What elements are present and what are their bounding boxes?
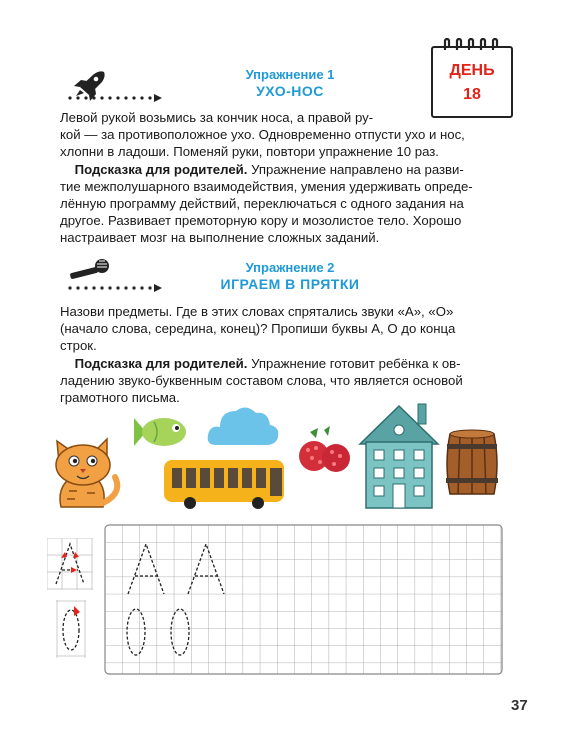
text-line: Назови предметы. Где в этих словах спрятались звуки «А», «О» (60, 304, 454, 319)
house-illustration (356, 402, 442, 510)
exercise-2-instructions (60, 303, 506, 406)
dotted-arrow-2 (66, 283, 166, 293)
calendar-label: ДЕНЬ (449, 62, 495, 79)
text-line: строк. (60, 338, 97, 354)
day-calendar-badge (431, 46, 513, 118)
parent-hint-label: Подсказка для родителей. (74, 161, 248, 177)
text-line: хлопни в ладоши. Поменяй руки, повтори упражнение 10 раз. (60, 144, 439, 160)
exercise-1-instructions (60, 109, 506, 247)
hint-line (60, 161, 506, 178)
fish-illustration (132, 414, 190, 450)
raspberry-illustration (296, 426, 354, 478)
letter-o-sample (56, 600, 86, 658)
exercise-2-title: ИГРАЕМ В ПРЯТКИ (220, 276, 360, 292)
text-line: грамотного письма. (60, 390, 180, 406)
text-line: (начало слова, середина, конец)? Пропиши буквы А, О до конца (60, 321, 456, 337)
text-line: лённую программу действий, переключаться с одного задания на (60, 196, 464, 212)
text-line: тие межполушарного взаимодействия, умения удерживать опреде- (60, 178, 473, 194)
text-line: ладению звуко-буквенным составом слова, что является основой (60, 372, 463, 388)
cloud-illustration (206, 403, 280, 449)
dotted-arrow-1 (66, 93, 166, 103)
barrel-illustration (444, 428, 500, 500)
copybook-grid[interactable] (104, 524, 504, 676)
calendar-day-number: 18 (463, 86, 481, 103)
exercise-1-number: Упражнение 1 (245, 67, 335, 82)
hint-line (60, 355, 506, 372)
parent-hint-label: Подсказка для родителей. (74, 355, 248, 371)
text-line: Упражнение направлено на разви- (247, 161, 464, 177)
text-line: другое. Развивает премоторную кору и мозолистое тело. Хорошо (60, 213, 462, 229)
letter-a-sample (47, 538, 93, 590)
text-line: Левой рукой возьмись за кончик носа, а правой ру- (60, 110, 374, 125)
cat-illustration (47, 433, 127, 513)
exercise-2-heading (190, 259, 390, 293)
calendar-rings-icon (437, 38, 507, 52)
text-line: настраивает мозг на выполнение сложных заданий. (60, 230, 380, 246)
text-line: кой — за противоположное ухо. Одновременно отпусти ухо и нос, (60, 127, 465, 143)
exercise-2-number: Упражнение 2 (245, 260, 335, 275)
exercise-1-heading (190, 66, 390, 100)
bus-illustration (162, 456, 286, 510)
page-number: 37 (511, 697, 528, 714)
microphone-icon (66, 258, 112, 282)
text-line: Упражнение готовит ребёнка к ов- (247, 355, 461, 371)
exercise-1-title: УХО-НОС (256, 83, 324, 99)
